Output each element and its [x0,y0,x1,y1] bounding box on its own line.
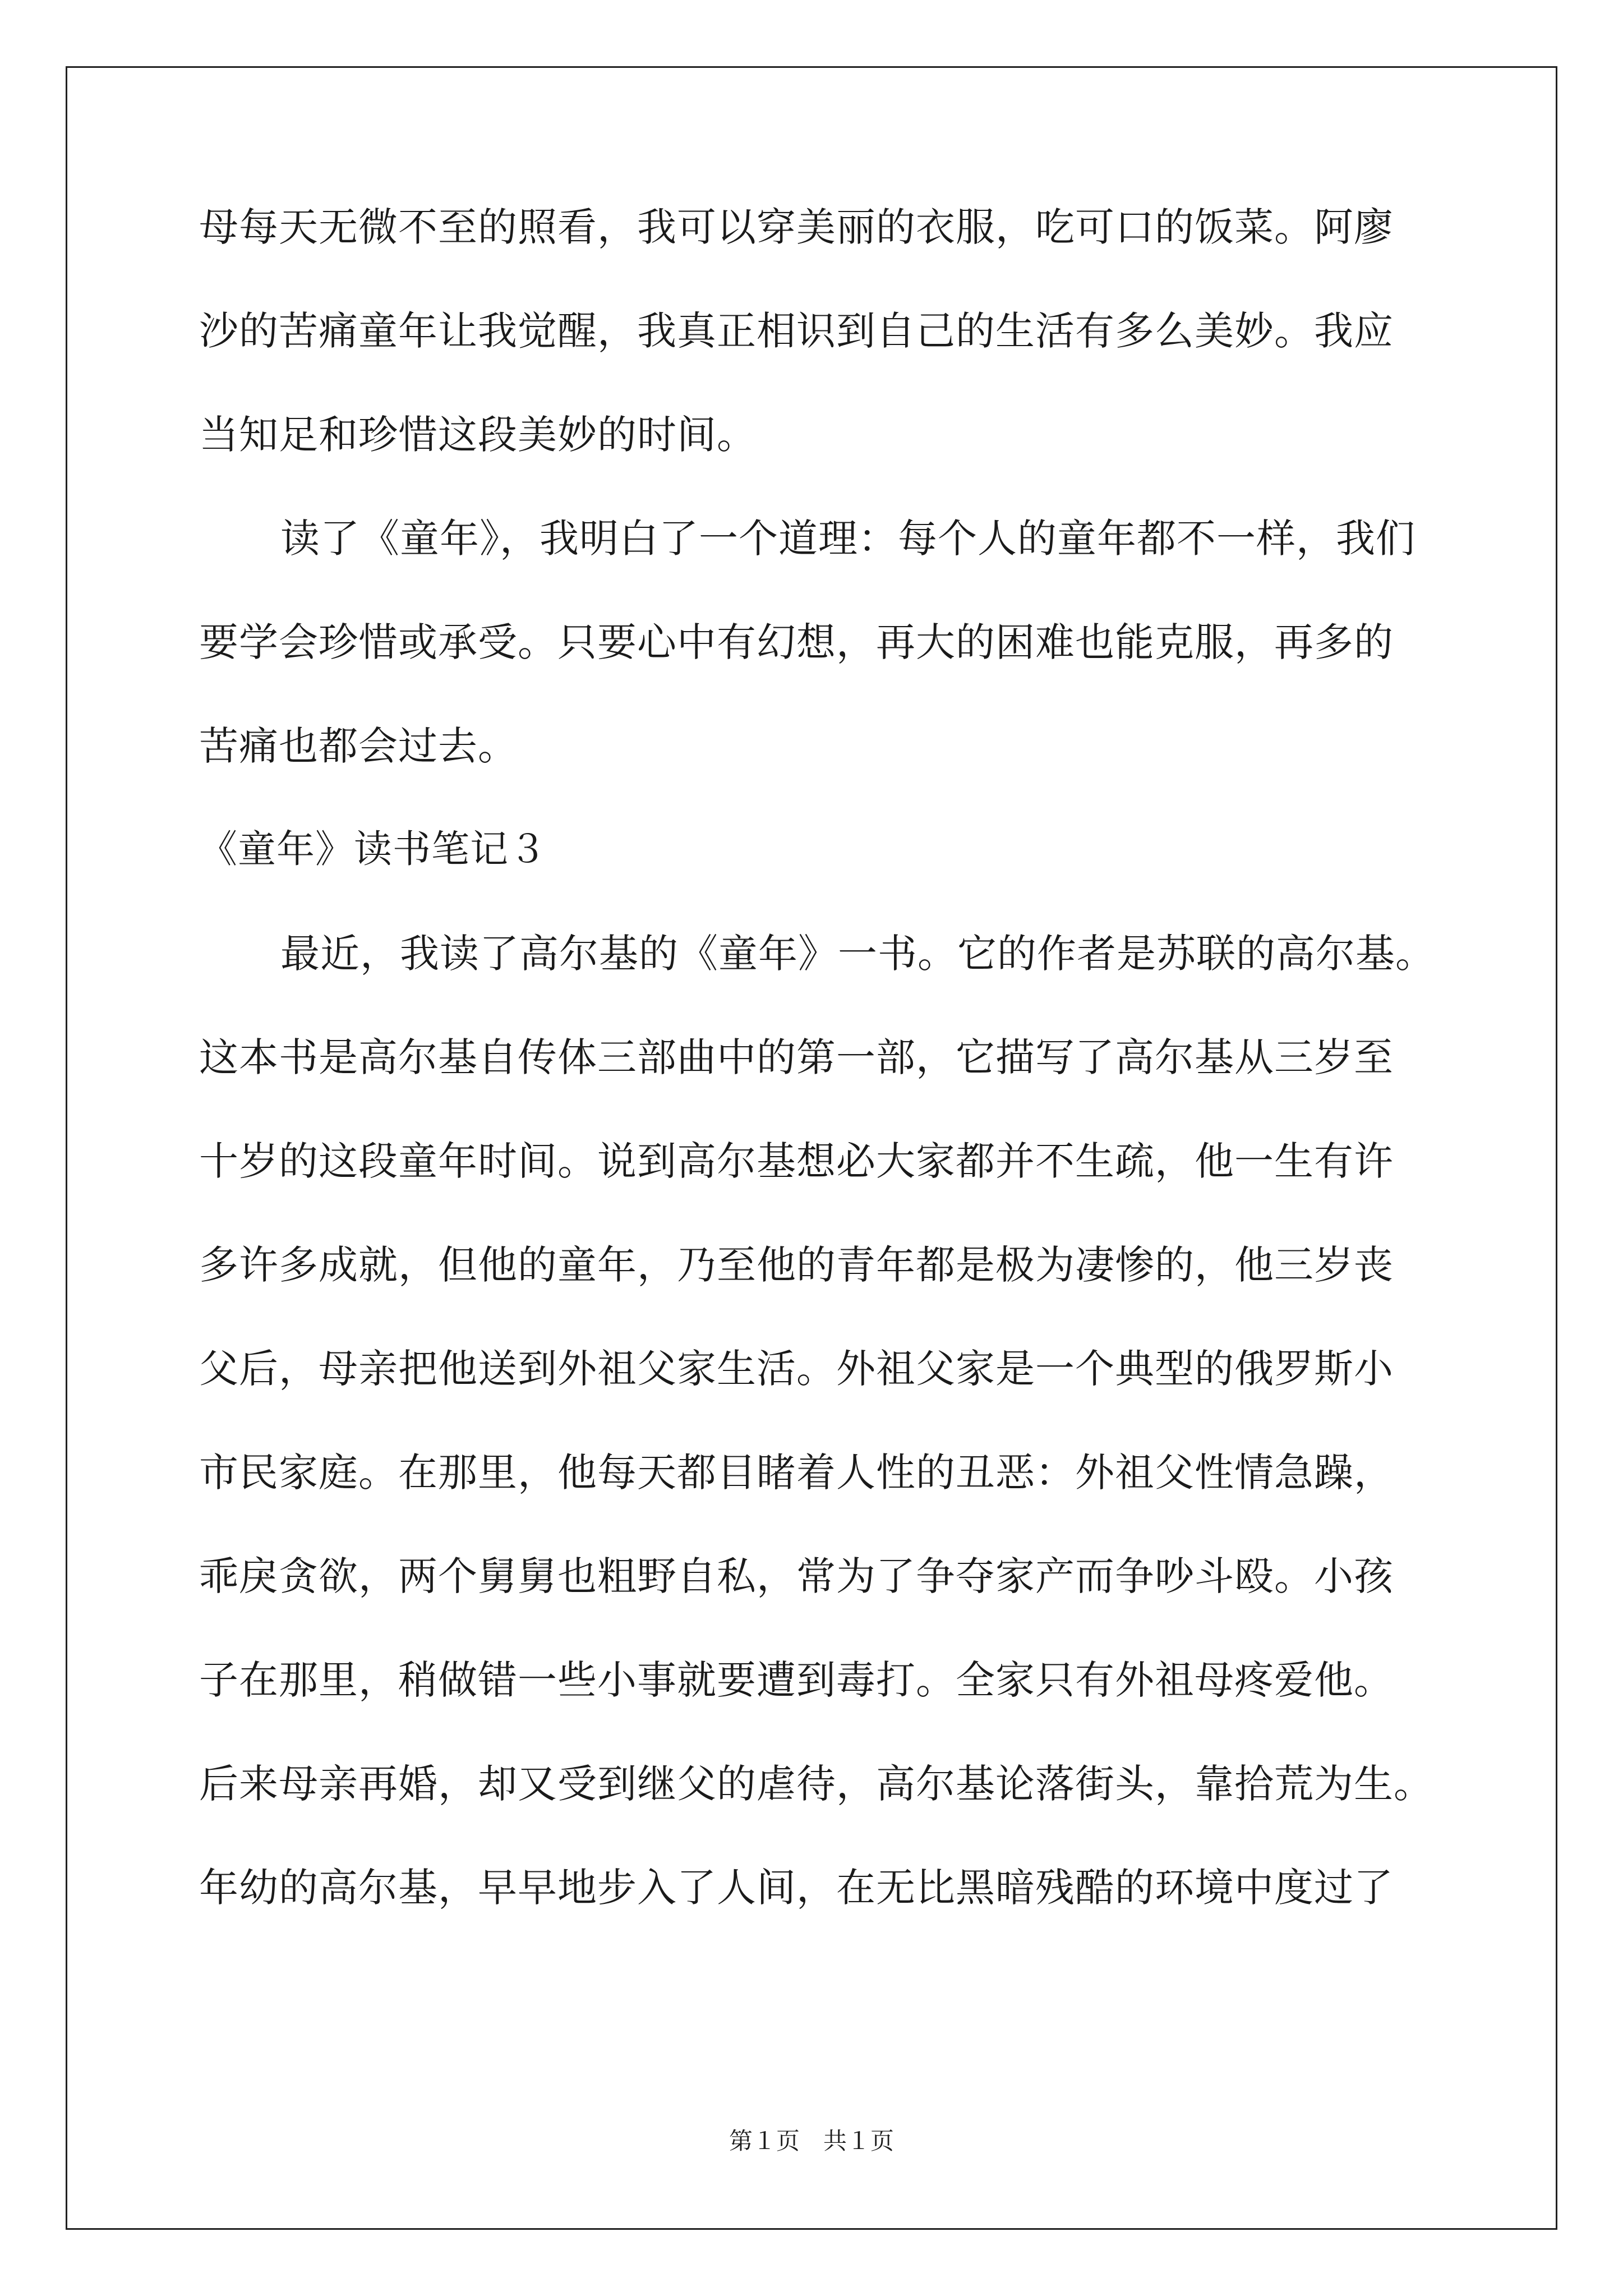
text-line: 十岁的这段童年时间。说到高尔基想必大家都并不生疏，他一生有许 [199,1138,1394,1184]
text-line: 父后，母亲把他送到外祖父家生活。外祖父家是一个典型的俄罗斯小 [199,1346,1394,1392]
text-line: 多许多成就，但他的童年，乃至他的青年都是极为凄惨的，他三岁丧 [199,1242,1394,1288]
section-heading: 《童年》读书笔记３ [199,827,548,872]
text-line: 要学会珍惜或承受。只要心中有幻想，再大的困难也能克服，再多的 [199,619,1394,665]
text-line: 年幼的高尔基，早早地步入了人间，在无比黑暗残酷的环境中度过了 [199,1865,1394,1911]
document-body [199,204,1435,1972]
text-line: 母每天无微不至的照看，我可以穿美丽的衣服，吃可口的饭菜。阿廖 [199,204,1394,250]
paragraph-start-line: 最近，我读了高尔基的《童年》一书。它的作者是苏联的高尔基。 [280,931,1435,977]
paragraph-start-line: 读了《童年》，我明白了一个道理：每个人的童年都不一样，我们 [280,516,1415,562]
text-line: 当知足和珍惜这段美妙的时间。 [199,412,757,458]
page-footer: 第１页 共１页 [728,2127,894,2155]
text-line: 子在那里，稍做错一些小事就要遭到毒打。全家只有外祖母疼爱他。 [199,1657,1394,1703]
text-line: 这本书是高尔基自传体三部曲中的第一部，它描写了高尔基从三岁至 [199,1034,1394,1080]
text-line: 沙的苦痛童年让我觉醒，我真正相识到自己的生活有多么美妙。我应 [199,308,1394,354]
text-line: 乖戾贪欲，两个舅舅也粗野自私，常为了争夺家产而争吵斗殴。小孩 [199,1553,1394,1599]
text-line: 市民家庭。在那里，他每天都目睹着人性的丑恶：外祖父性情急躁， [199,1450,1394,1496]
text-line: 后来母亲再婚，却又受到继父的虐待，高尔基论落街头，靠拾荒为生。 [199,1761,1433,1807]
text-line: 苦痛也都会过去。 [199,723,518,769]
